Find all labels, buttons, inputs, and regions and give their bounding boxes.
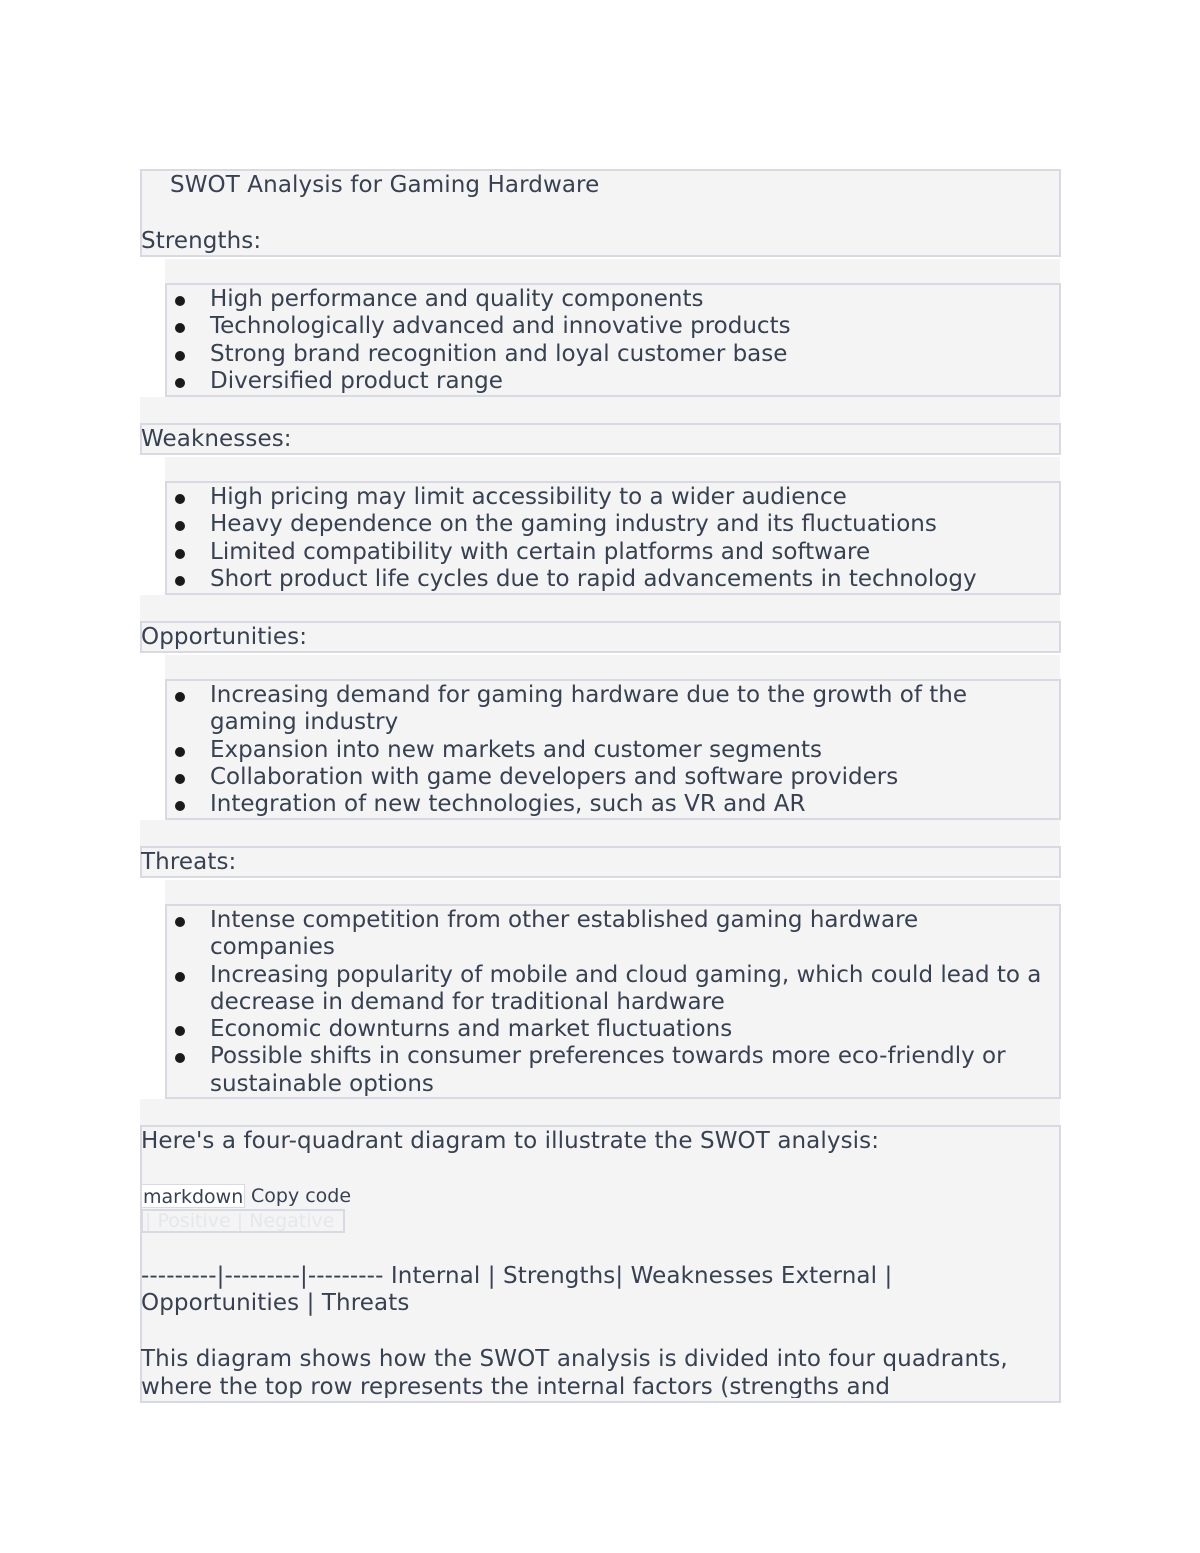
list-item: Increasing demand for gaming hardware due to the growth of the gaming industry [166,682,1000,737]
diagram-intro: Here's a four-quadrant diagram to illustrate the SWOT analysis: [141,1128,880,1154]
threats-heading-block [140,846,1061,878]
closing-line-2: where the top row represents the internal factors (strengths and [141,1374,891,1398]
bullet-icon [175,521,185,531]
bullet-icon [175,801,185,811]
bullet-icon [175,747,185,757]
opportunities-heading: Opportunities: [141,624,308,650]
bullet-icon [175,1053,185,1063]
code-block: | Positive | Negative [141,1209,345,1233]
spacer-strip [140,1099,1060,1125]
bullet-icon [175,494,185,504]
bullet-icon [175,378,185,388]
copy-code-button[interactable]: Copy code [251,1185,352,1207]
list-item: Increasing popularity of mobile and cloud gaming, which could lead to a decrease in demand for traditional hardware [166,962,1060,1017]
spacer-strip [140,397,1060,423]
list-item: Short product life cycles due to rapid advancements in technology [166,566,1006,593]
opportunities-list [166,682,1006,818]
bullet-icon [175,972,185,982]
spacer-strip [140,820,1060,846]
spacer-strip [165,655,1060,679]
list-item: Integration of new technologies, such as VR and AR [166,791,1006,818]
bullet-icon [175,296,185,306]
list-item: Possible shifts in consumer preferences towards more eco-friendly or sustainable options [166,1043,1060,1098]
list-item: Intense competition from other established gaming hardware companies [166,907,1050,962]
weaknesses-heading: Weaknesses: [141,426,292,452]
list-item: Collaboration with game developers and software providers [166,764,1006,791]
list-item: High performance and quality components [166,286,1006,313]
table-text-line-2: Opportunities | Threats [141,1290,410,1316]
list-item: Strong brand recognition and loyal customer base [166,341,1006,368]
bullet-icon [175,774,185,784]
list-item: Diversified product range [166,368,1006,395]
spacer-strip [140,595,1060,621]
list-item: High pricing may limit accessibility to a wider audience [166,484,1006,511]
weaknesses-list [166,484,1006,593]
threats-heading: Threats: [141,849,237,875]
list-item: Economic downturns and market fluctuations [166,1016,1006,1043]
list-item: Limited compatibility with certain platforms and software [166,539,1006,566]
list-item: Heavy dependence on the gaming industry and its fluctuations [166,511,1006,538]
list-item: Expansion into new markets and customer segments [166,737,1006,764]
bullet-icon [175,576,185,586]
bullet-icon [175,692,185,702]
bullet-icon [175,917,185,927]
code-language-label: markdown [143,1186,244,1208]
spacer-strip [165,259,1060,283]
closing-line-1: This diagram shows how the SWOT analysis is divided into four quadrants, [141,1346,1008,1372]
bullet-icon [175,351,185,361]
bullet-icon [175,549,185,559]
bullet-icon [175,323,185,333]
strengths-list [166,286,1006,395]
spacer-strip [165,880,1060,904]
table-text-line-1: ---------|---------|--------- Internal | Strengths| Weaknesses External | [141,1263,893,1289]
list-item: Technologically advanced and innovative products [166,313,1006,340]
bullet-icon [175,1026,185,1036]
strengths-heading: Strengths: [141,228,262,254]
spacer-strip [165,457,1060,481]
threats-list [166,907,1042,1098]
page-title: SWOT Analysis for Gaming Hardware [170,172,600,198]
